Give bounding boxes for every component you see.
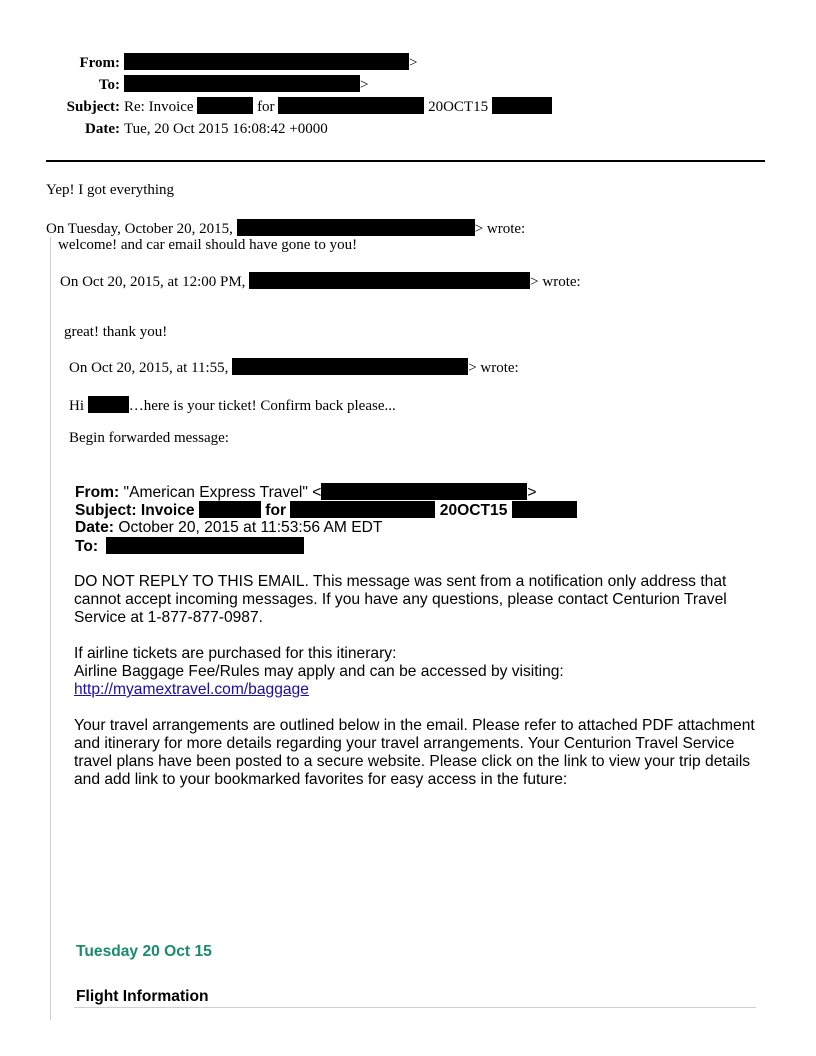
- notice-paragraph: DO NOT REPLY TO THIS EMAIL. This message was sent from a notification only address that cannot accept incoming messages. If you have any questions, please contact Centurion Travel Service at 1-877-877-0987.: [74, 573, 727, 626]
- baggage-link[interactable]: http://myamextravel.com/baggage: [74, 681, 309, 698]
- redacted-block: [249, 272, 530, 289]
- fwd-subject-label: Subject:: [75, 502, 137, 519]
- quote3-attribution: [69, 358, 519, 377]
- reply-body: Yep! I got everything: [46, 182, 175, 198]
- quote1-body: welcome! and car email should have gone to you!: [58, 237, 358, 253]
- header-to-suffix: >: [360, 77, 369, 93]
- section-divider: [74, 1007, 756, 1008]
- header-date-label: Date:: [85, 121, 120, 137]
- header-from-label: From:: [79, 55, 120, 71]
- baggage-paragraph: [74, 645, 764, 699]
- redacted-block: [124, 53, 409, 70]
- redacted-block: [278, 97, 424, 114]
- redacted-block: [88, 396, 129, 413]
- redacted-block: [321, 483, 527, 500]
- greeting-line: [69, 396, 396, 415]
- quote1-suffix: > wrote:: [474, 221, 526, 237]
- quote2-suffix: > wrote:: [530, 274, 581, 290]
- header-subject-prefix: Re: Invoice: [124, 99, 194, 115]
- fwd-subject-row: [75, 501, 577, 520]
- redacted-block: [199, 501, 261, 518]
- baggage-line2: Airline Baggage Fee/Rules may apply and can be accessed by visiting:: [74, 663, 564, 680]
- quote1-prefix: On Tuesday, October 20, 2015,: [46, 221, 233, 237]
- fwd-from-value: "American Express Travel" <: [123, 484, 322, 501]
- day-heading: Tuesday 20 Oct 15: [76, 943, 212, 960]
- header-date-value: Tue, 20 Oct 2015 16:08:42 +0000: [124, 121, 328, 137]
- fwd-from-row: [75, 483, 536, 502]
- fwd-from-suffix: >: [527, 484, 537, 501]
- quote-bar: [50, 237, 51, 1020]
- section-heading: Flight Information: [76, 988, 209, 1005]
- fwd-subject-code: 20OCT15: [439, 502, 508, 519]
- quote3-prefix: On Oct 20, 2015, at 11:55,: [69, 360, 229, 376]
- redacted-block: [512, 501, 577, 518]
- fwd-date-label: Date:: [75, 519, 114, 536]
- baggage-line1: If airline tickets are purchased for this itinerary:: [74, 645, 397, 662]
- redacted-block: [232, 358, 468, 375]
- quote1-attribution: [46, 219, 525, 238]
- header-to-label: To:: [98, 77, 120, 93]
- greeting-prefix: Hi: [69, 398, 84, 414]
- header-divider: [46, 160, 765, 162]
- quote3-suffix: > wrote:: [468, 360, 519, 376]
- fwd-to-row: [75, 537, 304, 556]
- redacted-block: [197, 97, 253, 114]
- fwd-subject-invoice: Invoice: [140, 502, 195, 519]
- redacted-block: [124, 75, 360, 92]
- redacted-block: [290, 501, 435, 518]
- fwd-date-row: [75, 519, 382, 537]
- fwd-subject-for: for: [265, 502, 287, 519]
- fwd-to-label: To:: [75, 538, 99, 555]
- forwarded-label: Begin forwarded message:: [69, 430, 229, 446]
- redacted-block: [106, 537, 304, 554]
- quote2-body: great! thank you!: [64, 324, 168, 340]
- header-subject-label: Subject:: [66, 99, 120, 115]
- greeting-body: …here is your ticket! Confirm back please...: [128, 398, 396, 414]
- header-subject-for: for: [257, 99, 275, 115]
- header-from-suffix: >: [409, 55, 418, 71]
- quote2-attribution: [60, 272, 581, 291]
- quote2-prefix: On Oct 20, 2015, at 12:00 PM,: [60, 274, 246, 290]
- redacted-block: [237, 219, 475, 236]
- fwd-from-label: From:: [75, 484, 120, 501]
- header-subject-code: 20OCT15: [428, 99, 489, 115]
- arrangements-paragraph: Your travel arrangements are outlined below in the email. Please refer to attached PDF attachment and itinerary for more details regarding your travel arrangements. Your Centurion Travel Service travel plans have been posted to a secure website. Please click on the link to view your trip details and add link to your bookmarked favorites for easy access in the future:: [74, 717, 755, 788]
- redacted-block: [492, 97, 552, 114]
- fwd-date-value: October 20, 2015 at 11:53:56 AM EDT: [118, 519, 383, 536]
